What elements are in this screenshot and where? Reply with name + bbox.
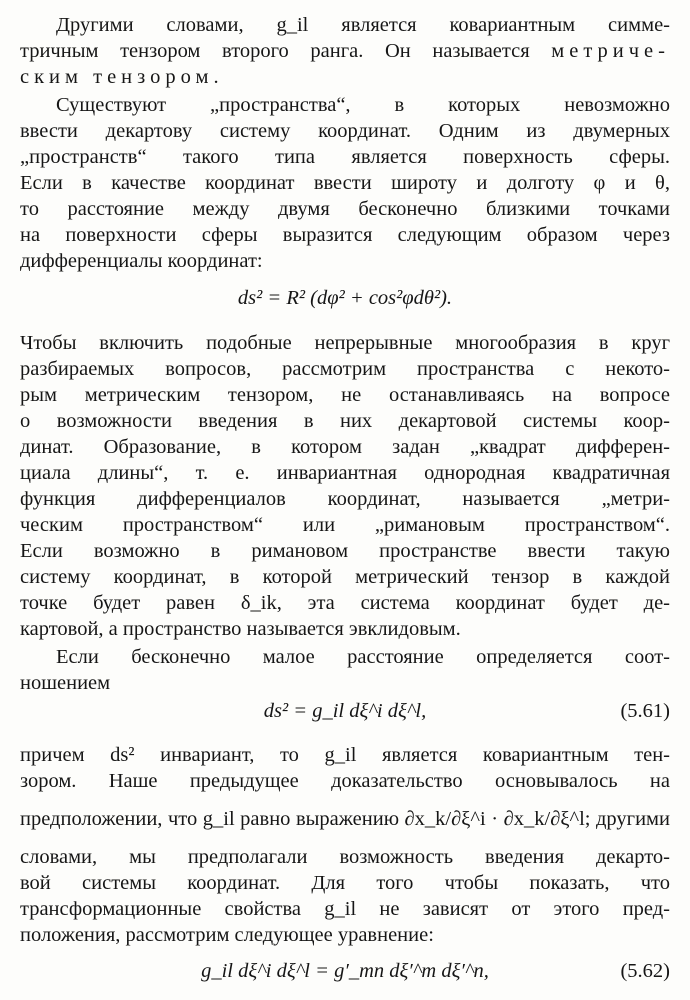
equation-number: (5.61) — [620, 700, 670, 722]
text-line: Если бесконечно малое расстояние определяется соот- — [56, 646, 670, 668]
text-line: циала длины“, т. е. инвариантная однородная квадратичная — [20, 462, 670, 484]
text-line: ческим пространством“ или „римановым пространством“. — [20, 514, 670, 536]
text-line: ским тензором. — [20, 66, 219, 88]
text-line: тричным тензором второго ранга. Он называется метриче- — [20, 40, 670, 62]
equation-number: (5.62) — [620, 960, 670, 982]
text-line: систему координат, в которой метрический тензор в каждой — [20, 566, 670, 588]
text-line: картовой, а пространство называется эвклидовым. — [20, 618, 461, 640]
text-line: ношением — [20, 672, 111, 694]
text-line: на поверхности сферы выразится следующим образом через — [20, 224, 670, 246]
text-line: Чтобы включить подобные непрерывные многообразия в круг — [20, 332, 670, 354]
text-line: рым метрическим тензором, не останавливаясь на вопросе — [20, 384, 670, 406]
equation: g_il dξ^i dξ^l = g′_mn dξ′^m dξ′^n, — [201, 960, 489, 982]
text-line: динат. Образование, в котором задан „квадрат дифферен- — [20, 436, 670, 458]
text-line: вой системы координат. Для того чтобы показать, что — [20, 872, 670, 894]
text-line: функция дифференциалов координат, называется „метри- — [20, 488, 670, 510]
text-line: „пространств“ такого типа является поверхность сферы. — [20, 146, 670, 168]
text-line: Если возможно в римановом пространстве ввести такую — [20, 540, 670, 562]
equation: ds² = R² (dφ² + cos²φdθ²). — [237, 287, 453, 309]
text-line: словами, мы предполагали возможность введения декарто- — [20, 846, 670, 868]
text-line: причем ds² инвариант, то g_il является ковариантным тен- — [20, 744, 670, 766]
text-line: зором. Наше предыдущее доказательство основывалось на — [20, 770, 670, 792]
equation: ds² = g_il dξ^i dξ^l, — [263, 700, 427, 722]
text-line: положения, рассмотрим следующее уравнение: — [20, 924, 434, 946]
text-line: то расстояние между двумя бесконечно близкими точками — [20, 198, 670, 220]
text-line: точке будет равен δ_ik, эта система координат будет де- — [20, 592, 670, 614]
text-line: ввести декартову систему координат. Одним из двумерных — [20, 120, 670, 142]
text-line: Другими словами, g_il является ковариантным симме- — [56, 14, 670, 36]
text-line: о возможности введения в них декартовой системы коор- — [20, 410, 670, 432]
text-line: разбираемых вопросов, рассмотрим пространства с некото- — [20, 358, 670, 380]
text-line: трансформационные свойства g_il не зависят от этого пред- — [20, 898, 670, 920]
text-line: Если в качестве координат ввести широту и долготу φ и θ, — [20, 172, 670, 194]
text-line: Существуют „пространства“, в которых невозможно — [56, 94, 670, 116]
text-line: дифференциалы координат: — [20, 250, 263, 272]
text-line: предположении, что g_il равно выражению ∂x_k/∂ξ^i · ∂x_k/∂ξ^l; другими — [20, 808, 670, 830]
